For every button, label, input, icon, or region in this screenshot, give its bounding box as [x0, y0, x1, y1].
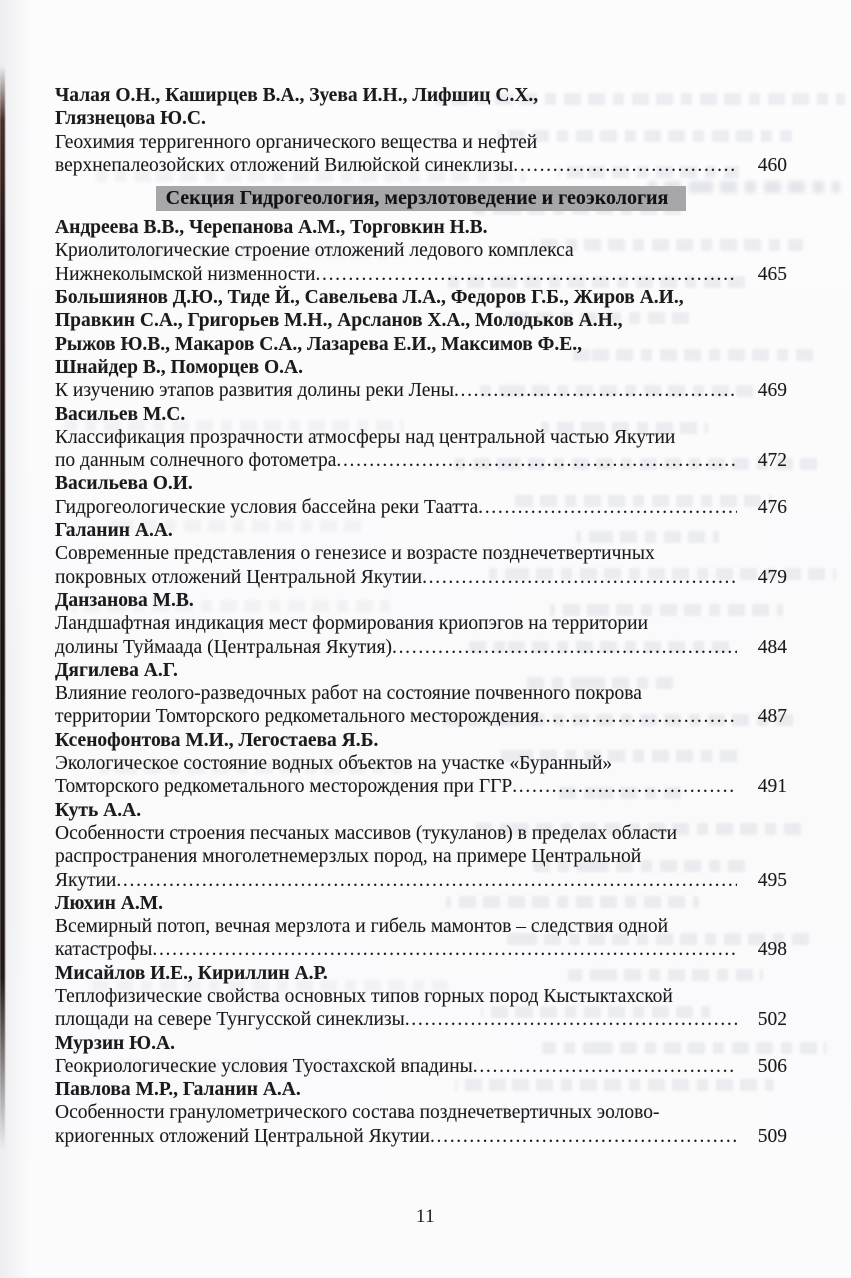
entry-title-text: покровных отложений Центральной Якутии [55, 566, 423, 588]
entry-page-number: 476 [757, 496, 787, 518]
entry-authors: Данзанова М.В. [55, 589, 194, 611]
entry-page-number: 495 [757, 869, 787, 891]
toc-entry [55, 1078, 787, 1148]
entry-page-number: 487 [757, 706, 787, 728]
entry-title-text: Геокриологические условия Туостахской впадины [55, 1055, 473, 1077]
dot-leader [430, 1125, 737, 1148]
entry-title-last-line [55, 705, 787, 728]
entry-title-line: Ландшафтная индикация мест формирования криопэгов на территории [55, 613, 649, 635]
entry-title-last-line [55, 566, 787, 589]
dot-leader [513, 154, 737, 177]
entry-title-last-line [55, 636, 787, 659]
dot-leader [315, 263, 737, 286]
entry-title-line: Влияние геолого-разведочных работ на состояние почвенного покрова [55, 683, 642, 705]
entry-authors: Дягилева А.Г. [55, 659, 178, 681]
entry-title-text: Томторского редкометального месторождения при ГГР [55, 776, 513, 798]
entry-title-text: территории Томторского редкометального месторождения [55, 706, 540, 728]
scan-edge-shadow [0, 66, 5, 1150]
toc-entry [55, 729, 787, 799]
dot-leader [422, 566, 737, 589]
entry-authors: Андреева В.В., Черепанова А.М., Торговкин Н.В. [55, 217, 488, 239]
entry-title-line: Всемирный потоп, вечная мерзлота и гибель мамонтов – следствия одной [55, 916, 669, 938]
entry-title-line: распространения многолетнемерзлых пород, на примере Центральной [55, 846, 642, 868]
dot-leader [454, 379, 737, 402]
entry-title-last-line [55, 154, 787, 177]
entry-title-line: Геохимия терригенного органического вещества и нефтей [55, 131, 538, 153]
dot-leader [478, 496, 737, 519]
dot-leader [539, 705, 737, 728]
dot-leader [405, 1008, 737, 1031]
toc-entry [55, 589, 787, 659]
page-number: 11 [415, 1206, 436, 1227]
entry-authors: Рыжов Ю.В., Макаров С.А., Лазарева Е.И., Максимов Ф.Е., [55, 333, 583, 355]
entry-authors: Павлова М.Р., Галанин А.А. [55, 1079, 301, 1101]
toc-entry [55, 286, 787, 402]
dot-leader [336, 449, 737, 472]
toc-entry [55, 892, 787, 962]
entry-authors: Мурзин Ю.А. [55, 1032, 175, 1054]
entry-page-number: 484 [757, 636, 787, 658]
entry-title-last-line [55, 263, 787, 286]
entry-title-line: Криолитологические строение отложений ледового комплекса [55, 240, 574, 262]
entry-title-last-line [55, 1125, 787, 1148]
entry-authors: Васильев М.С. [55, 403, 186, 425]
dot-leader [473, 1055, 737, 1078]
entry-page-number: 460 [757, 154, 787, 176]
entry-title-line: Современные представления о генезисе и возрасте позднечетвертичных [55, 543, 655, 565]
entry-title-text: по данным солнечного фотометра [55, 450, 337, 472]
entry-page-number: 479 [757, 566, 787, 588]
section-header [55, 185, 787, 211]
entry-page-number: 472 [757, 450, 787, 472]
entry-authors: Глязнецова Ю.С. [55, 108, 206, 130]
entry-title-last-line [55, 775, 787, 798]
entry-authors: Ксенофонтова М.И., Легостаева Я.Б. [55, 729, 379, 751]
entry-title-line: Особенности гранулометрического состава позднечетвертичных эолово- [55, 1102, 660, 1124]
entry-authors: Шнайдер В., Поморцев О.А. [55, 356, 303, 378]
entry-title-line: Теплофизические свойства основных типов горных пород Кыстыктахской [55, 985, 673, 1007]
entry-authors: Мисайлов И.Е., Кириллин А.Р. [55, 962, 328, 984]
entry-title-last-line [55, 496, 787, 519]
entry-title-text: К изучению этапов развития долины реки Лены [55, 380, 454, 402]
entry-page-number: 509 [757, 1125, 787, 1147]
entry-title-text: площади на севере Тунгусской синеклизы [55, 1009, 405, 1031]
entry-authors: Галанин А.А. [55, 520, 173, 542]
dot-leader [512, 775, 737, 798]
entry-authors: Куть А.А. [55, 799, 142, 821]
toc-entries-before-section [55, 84, 787, 177]
toc-entries-after-section [55, 216, 787, 1148]
toc-entry [55, 962, 787, 1032]
entry-page-number: 506 [757, 1055, 787, 1077]
dot-leader [392, 636, 737, 659]
entry-page-number: 498 [757, 939, 787, 961]
entry-title-last-line [55, 1008, 787, 1031]
entry-authors: Люхин А.М. [55, 892, 164, 914]
entry-title-line: Классификация прозрачности атмосферы над центральной частью Якутии [55, 426, 676, 448]
entry-page-number: 502 [757, 1009, 787, 1031]
entry-title-line: Особенности строения песчаных массивов (тукуланов) в пределах области [55, 822, 678, 844]
entry-authors: Большиянов Д.Ю., Тиде Й., Савельева Л.А., Федоров Г.Б., Жиров А.И., [55, 287, 684, 309]
toc-entry [55, 84, 787, 177]
entry-page-number: 491 [757, 776, 787, 798]
entry-title-text: верхнепалеозойских отложений Вилюйской синеклизы [55, 154, 514, 176]
entry-title-last-line [55, 379, 787, 402]
toc-entry [55, 799, 787, 892]
entry-title-last-line [55, 449, 787, 472]
entry-title-text: криогенных отложений Центральной Якутии [55, 1125, 430, 1147]
entry-title-text: долины Туймаада (Центральная Якутия) [55, 636, 393, 658]
entry-title-text: Нижнеколымской низменности [55, 263, 316, 285]
entry-title-last-line [55, 938, 787, 961]
dot-leader [152, 938, 737, 961]
entry-title-last-line [55, 869, 787, 892]
entry-title-text: Якутии [55, 869, 117, 891]
entry-page-number: 469 [757, 380, 787, 402]
toc-entry [55, 472, 787, 519]
entry-authors: Васильева О.И. [55, 473, 193, 495]
toc-entry [55, 1032, 787, 1079]
table-of-contents [55, 84, 787, 1148]
toc-entry [55, 216, 787, 286]
entry-title-last-line [55, 1055, 787, 1078]
entry-title-text: катастрофы [55, 939, 153, 961]
dot-leader [116, 869, 737, 892]
entry-page-number: 465 [757, 263, 787, 285]
entry-authors: Правкин С.А., Григорьев М.Н., Арсланов Х.А., Молодьков А.Н., [55, 310, 623, 332]
section-header-label: Секция Гидрогеология, мерзлотоведение и геоэкология [156, 186, 687, 211]
toc-entry [55, 403, 787, 473]
toc-entry [55, 519, 787, 589]
entry-title-line: Экологическое состояние водных объектов на участке «Буранный» [55, 753, 613, 775]
entry-authors: Чалая О.Н., Каширцев В.А., Зуева И.Н., Лифшиц С.Х., [55, 85, 539, 106]
entry-title-text: Гидрогеологические условия бассейна реки Таатта [55, 496, 479, 518]
toc-entry [55, 659, 787, 729]
